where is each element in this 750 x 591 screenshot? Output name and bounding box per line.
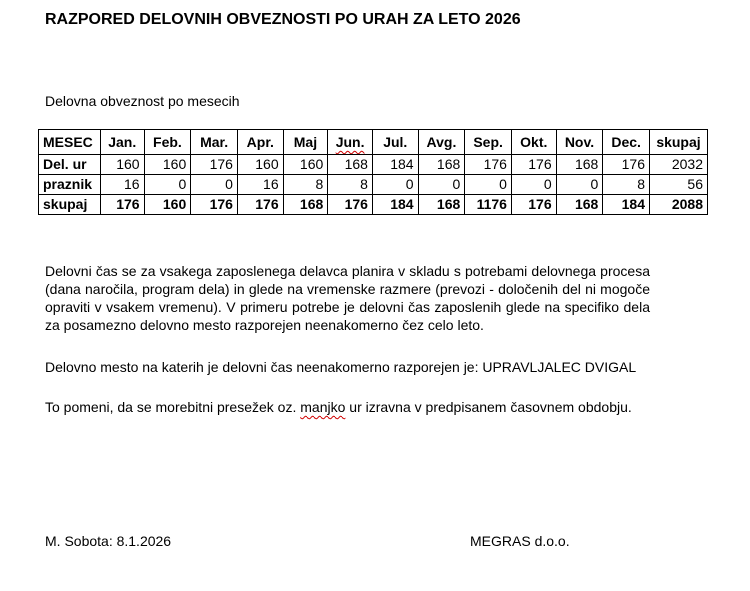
table-caption: Delovna obveznost po mesecih (45, 93, 240, 109)
paragraph-balance (45, 398, 650, 416)
table-cell: 0 (418, 175, 465, 195)
table-cell: 176 (237, 195, 283, 215)
header-cell-okt: Okt. (511, 130, 556, 155)
table-cell: 176 (191, 195, 238, 215)
table-cell: 160 (237, 155, 283, 175)
table-cell: 0 (465, 175, 512, 195)
page-title: RAZPORED DELOVNIH OBVEZNOSTI PO URAH ZA LETO 2026 (45, 11, 521, 28)
table-cell: 160 (144, 195, 191, 215)
table-row-total (39, 195, 708, 215)
row-label: Del. ur (39, 155, 101, 175)
table-cell: 160 (144, 155, 191, 175)
table-cell: 1176 (465, 195, 512, 215)
header-cell-dec: Dec. (603, 130, 650, 155)
table-cell: 8 (328, 175, 373, 195)
paragraph-text-end: ur izravna v predpisanem časovnem obdobju. (349, 399, 632, 415)
header-cell-mar: Mar. (191, 130, 238, 155)
header-cell-sep: Sep. (465, 130, 512, 155)
table-cell: 168 (283, 195, 328, 215)
table-cell: 0 (144, 175, 191, 195)
table-cell: 16 (100, 175, 144, 195)
table-cell: 160 (100, 155, 144, 175)
table-cell: 176 (511, 155, 556, 175)
header-cell-maj: Maj (283, 130, 328, 155)
table-cell: 184 (372, 155, 418, 175)
table-cell: 168 (328, 155, 373, 175)
header-cell-jan: Jan. (100, 130, 144, 155)
table-cell: 0 (511, 175, 556, 195)
table-cell: 2088 (650, 195, 708, 215)
header-cell-nov: Nov. (556, 130, 603, 155)
header-cell-month: MESEC (39, 130, 101, 155)
table-cell: 56 (650, 175, 708, 195)
table-cell: 0 (556, 175, 603, 195)
header-cell-total: skupaj (650, 130, 708, 155)
header-cell-avg: Avg. (418, 130, 465, 155)
table-cell: 168 (418, 195, 465, 215)
table-cell: 176 (191, 155, 238, 175)
paragraph-job-position: Delovno mesto na katerih je delovni čas neenakomerno razporejen je: UPRAVLJALEC DVIGAL (45, 359, 637, 375)
spellcheck-marked-word: manjko (300, 399, 346, 415)
row-label: praznik (39, 175, 101, 195)
table-cell: 176 (511, 195, 556, 215)
table-header-row (39, 130, 708, 155)
table-cell: 8 (283, 175, 328, 195)
place-and-date: M. Sobota: 8.1.2026 (45, 533, 172, 549)
table-cell: 176 (465, 155, 512, 175)
table-cell: 176 (328, 195, 373, 215)
header-cell-apr: Apr. (237, 130, 283, 155)
table-cell: 2032 (650, 155, 708, 175)
table-cell: 16 (237, 175, 283, 195)
table-cell: 168 (556, 155, 603, 175)
table-cell: 184 (372, 195, 418, 215)
hours-table (38, 129, 708, 215)
table-cell: 168 (418, 155, 465, 175)
row-label: skupaj (39, 195, 101, 215)
table-cell: 176 (603, 155, 650, 175)
table-cell: 0 (191, 175, 238, 195)
table-cell: 168 (556, 195, 603, 215)
header-cell-feb: Feb. (144, 130, 191, 155)
table-cell: 176 (100, 195, 144, 215)
header-cell-jul: Jul. (372, 130, 418, 155)
table-row-holidays (39, 175, 708, 195)
table-cell: 8 (603, 175, 650, 195)
table-cell: 0 (372, 175, 418, 195)
company-name: MEGRAS d.o.o. (470, 533, 570, 549)
paragraph-working-time-planning: Delovni čas se za vsakega zaposlenega delavca planira v skladu s potrebami delovnega procesa (dana naročila, program dela) in glede na vremenske razmere (prevozi - določenih del ni mogoče opraviti v vsakem vremenu). V primeru potrebe je delovni čas zaposlenih glede na specifiko dela za posamezno delovno mesto razporejen neenakomerno čez celo leto. (45, 263, 650, 333)
paragraph-text-start: To pomeni, da se morebitni presežek oz. (45, 399, 297, 415)
table-cell: 160 (283, 155, 328, 175)
table-cell: 184 (603, 195, 650, 215)
header-cell-jun (328, 130, 373, 155)
spellcheck-marked-word: Jun. (335, 134, 365, 150)
table-row-working-hours (39, 155, 708, 175)
